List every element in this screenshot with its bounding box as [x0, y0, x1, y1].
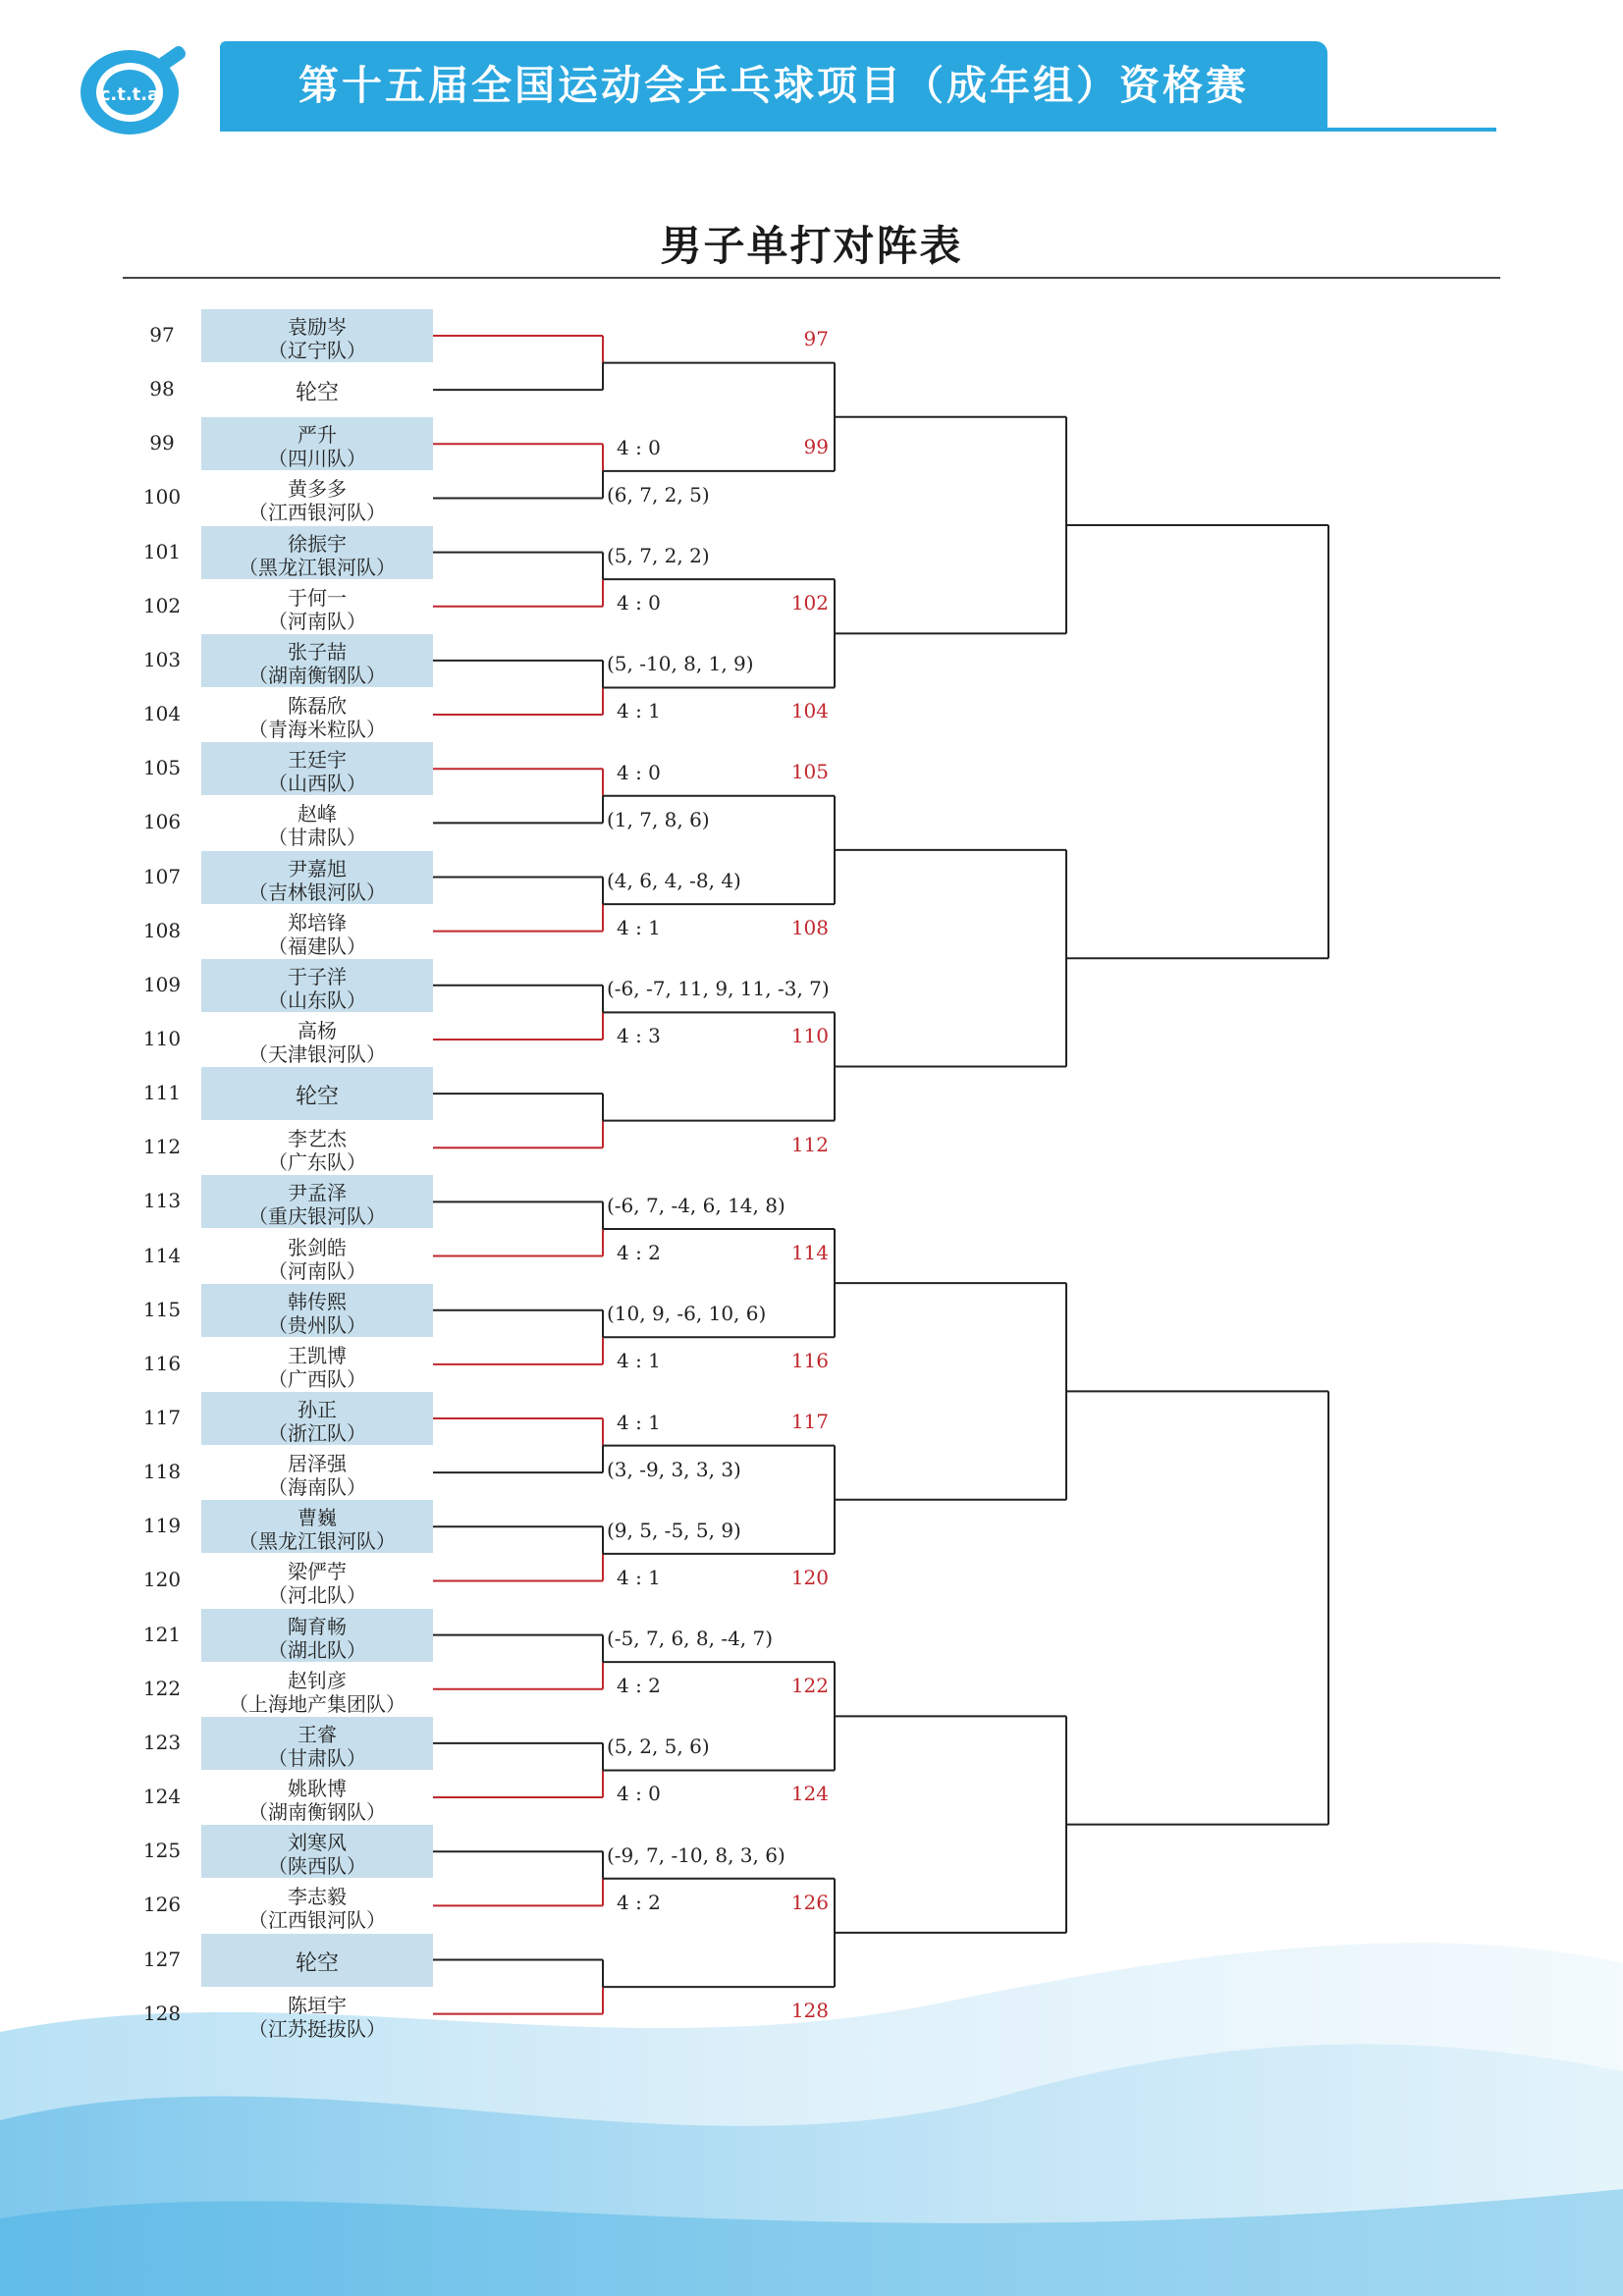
entry-number: 119 — [142, 1514, 182, 1538]
player-name: 于何一 — [288, 585, 347, 610]
player-name: 居泽强 — [288, 1452, 347, 1476]
winner-number: 110 — [790, 1024, 829, 1048]
game-scores: (-6, -7, 11, 9, 11, -3, 7) — [607, 977, 830, 1001]
player-team: （江西银河队） — [248, 1908, 386, 1933]
player-team: （河北队） — [268, 1583, 366, 1608]
winner-number: 112 — [790, 1132, 829, 1156]
player-team: （河南队） — [268, 1258, 366, 1283]
winner-number: 105 — [790, 759, 829, 783]
match-score: 4 : 0 — [617, 1782, 661, 1806]
player-team: （江西银河队） — [248, 501, 386, 525]
entry-number: 102 — [142, 593, 182, 617]
game-scores: (9, 5, -5, 5, 9) — [607, 1518, 741, 1542]
entry-number: 122 — [142, 1676, 182, 1700]
player-name: 刘寒风 — [288, 1831, 347, 1855]
match-score: 4 : 0 — [617, 591, 661, 615]
player-name: 王凯博 — [288, 1343, 347, 1367]
entry-number: 97 — [149, 323, 175, 347]
player-team: （浙江队） — [268, 1421, 366, 1445]
player-team: （山东队） — [268, 988, 366, 1012]
match-score: 4 : 2 — [617, 1674, 661, 1698]
player-name: 王睿 — [298, 1722, 337, 1746]
match-score: 4 : 0 — [617, 435, 661, 459]
entry-number: 117 — [142, 1406, 182, 1429]
player-team: （上海地产集团队） — [229, 1691, 406, 1716]
player-team: （湖北队） — [268, 1637, 366, 1662]
player-name: 高杨 — [298, 1018, 337, 1042]
player-name: 李艺杰 — [288, 1127, 347, 1151]
player-team: （甘肃队） — [268, 1745, 366, 1770]
game-scores: (1, 7, 8, 6) — [607, 807, 710, 831]
player-name: 王廷宇 — [288, 748, 347, 773]
svg-text:c.t.t.a: c.t.t.a — [99, 84, 160, 105]
player-name: 尹嘉旭 — [288, 856, 347, 881]
game-scores: (-6, 7, -4, 6, 14, 8) — [607, 1193, 785, 1217]
winner-number: 108 — [790, 916, 829, 940]
player-name: 严升 — [298, 423, 337, 448]
entry-number: 107 — [142, 864, 182, 888]
player-team: （甘肃队） — [268, 826, 366, 850]
game-scores: (10, 9, -6, 10, 6) — [607, 1302, 767, 1326]
game-scores: (-9, 7, -10, 8, 3, 6) — [607, 1842, 785, 1867]
entry-number: 105 — [142, 756, 182, 780]
player-name: 梁俨苧 — [288, 1560, 347, 1584]
entry-number: 104 — [142, 702, 182, 726]
player-name: 赵钊彦 — [288, 1668, 347, 1692]
winner-number: 97 — [803, 326, 829, 350]
entry-number: 113 — [142, 1189, 182, 1213]
player-team: （海南队） — [268, 1475, 366, 1500]
player-name: 陶育畅 — [288, 1614, 347, 1638]
entry-number: 123 — [142, 1730, 182, 1754]
player-name: 韩传熙 — [288, 1289, 347, 1313]
player-team: （湖南衡钢队） — [248, 1800, 386, 1825]
game-scores: (3, -9, 3, 3, 3) — [607, 1457, 741, 1481]
player-team: （江苏挺拔队） — [248, 2016, 386, 2041]
player-name: 张剑皓 — [288, 1235, 347, 1259]
header-title: 第十五届全国运动会乒乓球项目（成年组）资格赛 — [298, 62, 1249, 109]
winner-number: 124 — [790, 1782, 829, 1806]
entry-number: 101 — [142, 539, 182, 563]
winner-number: 120 — [790, 1565, 829, 1589]
entry-number: 106 — [142, 810, 182, 834]
match-score: 4 : 2 — [617, 1890, 661, 1914]
player-name: 尹孟泽 — [288, 1181, 347, 1205]
player-team: （青海米粒队） — [248, 718, 386, 742]
game-scores: (4, 6, 4, -8, 4) — [607, 869, 741, 893]
match-score: 4 : 1 — [617, 916, 661, 940]
winner-number: 116 — [790, 1349, 829, 1373]
entry-number: 126 — [142, 1893, 182, 1917]
game-scores: (5, 2, 5, 6) — [607, 1735, 710, 1759]
player-name: 陈垣宇 — [288, 1993, 347, 2017]
player-team: （重庆银河队） — [248, 1204, 386, 1229]
player-team: （吉林银河队） — [248, 880, 386, 904]
player-name: 姚耿博 — [288, 1777, 347, 1801]
winner-number: 102 — [790, 591, 829, 615]
player-team: （贵州队） — [268, 1312, 366, 1337]
winner-number: 122 — [790, 1674, 829, 1698]
entry-number: 118 — [142, 1460, 182, 1484]
entry-bye: 轮空 — [295, 1085, 339, 1110]
entry-number: 112 — [142, 1135, 182, 1159]
player-name: 袁励岑 — [288, 315, 347, 339]
player-team: （湖南衡钢队） — [248, 663, 386, 687]
winner-number: 126 — [790, 1890, 829, 1914]
player-team: （天津银河队） — [248, 1041, 386, 1066]
player-name: 徐振宇 — [288, 531, 347, 556]
entry-number: 108 — [142, 918, 182, 942]
match-score: 4 : 0 — [617, 760, 661, 784]
entry-number: 120 — [142, 1568, 182, 1592]
game-scores: (-5, 7, 6, 8, -4, 7) — [607, 1627, 774, 1651]
match-score: 4 : 1 — [617, 1349, 661, 1373]
entry-number: 100 — [142, 485, 182, 509]
player-team: （山西队） — [268, 772, 366, 796]
player-team: （辽宁队） — [268, 339, 366, 362]
entry-bye: 轮空 — [295, 381, 339, 406]
player-team: （四川队） — [268, 447, 366, 471]
entry-number: 125 — [142, 1839, 182, 1863]
player-team: （广东队） — [268, 1150, 366, 1175]
entry-number: 115 — [142, 1297, 182, 1321]
player-name: 陈磊欣 — [288, 694, 347, 719]
match-score: 4 : 2 — [617, 1240, 661, 1264]
player-name: 黄多多 — [288, 477, 347, 502]
winner-number: 99 — [803, 434, 829, 458]
match-score: 4 : 3 — [617, 1024, 661, 1048]
player-team: （黑龙江银河队） — [239, 1529, 396, 1554]
player-team: （福建队） — [268, 934, 366, 958]
game-scores: (5, 7, 2, 2) — [607, 544, 710, 568]
entry-number: 109 — [142, 972, 182, 996]
player-name: 李志毅 — [288, 1885, 347, 1909]
player-name: 曹巍 — [298, 1506, 337, 1530]
entry-bye: 轮空 — [295, 1950, 339, 1976]
entry-number: 98 — [149, 377, 175, 401]
match-score: 4 : 1 — [617, 1410, 661, 1434]
entry-number: 116 — [142, 1351, 182, 1375]
entry-number: 103 — [142, 647, 182, 671]
entry-number: 111 — [142, 1081, 182, 1105]
entry-number: 121 — [142, 1622, 182, 1646]
page-title: 男子单打对阵表 — [660, 222, 963, 270]
entry-number: 124 — [142, 1785, 182, 1809]
player-team: （广西队） — [268, 1366, 366, 1391]
winner-number: 128 — [790, 1999, 829, 2023]
player-name: 张子喆 — [288, 639, 347, 664]
player-team: （河南队） — [268, 609, 366, 633]
entry-number: 128 — [142, 2001, 182, 2025]
entry-number: 114 — [142, 1243, 182, 1267]
entry-number: 127 — [142, 1947, 182, 1971]
winner-number: 117 — [790, 1409, 829, 1433]
winner-number: 114 — [790, 1240, 829, 1264]
player-name: 郑培锋 — [288, 910, 347, 934]
player-name: 于子洋 — [288, 964, 347, 988]
match-score: 4 : 1 — [617, 699, 661, 723]
winner-number: 104 — [790, 699, 829, 723]
player-team: （陕西队） — [268, 1854, 366, 1879]
entry-number: 110 — [142, 1026, 182, 1050]
entry-number: 99 — [149, 431, 175, 455]
player-team: （黑龙江银河队） — [239, 555, 396, 579]
match-score: 4 : 1 — [617, 1565, 661, 1589]
game-scores: (6, 7, 2, 5) — [607, 482, 710, 507]
game-scores: (5, -10, 8, 1, 9) — [607, 652, 754, 676]
player-name: 赵峰 — [298, 802, 337, 827]
player-name: 孙正 — [298, 1398, 337, 1421]
